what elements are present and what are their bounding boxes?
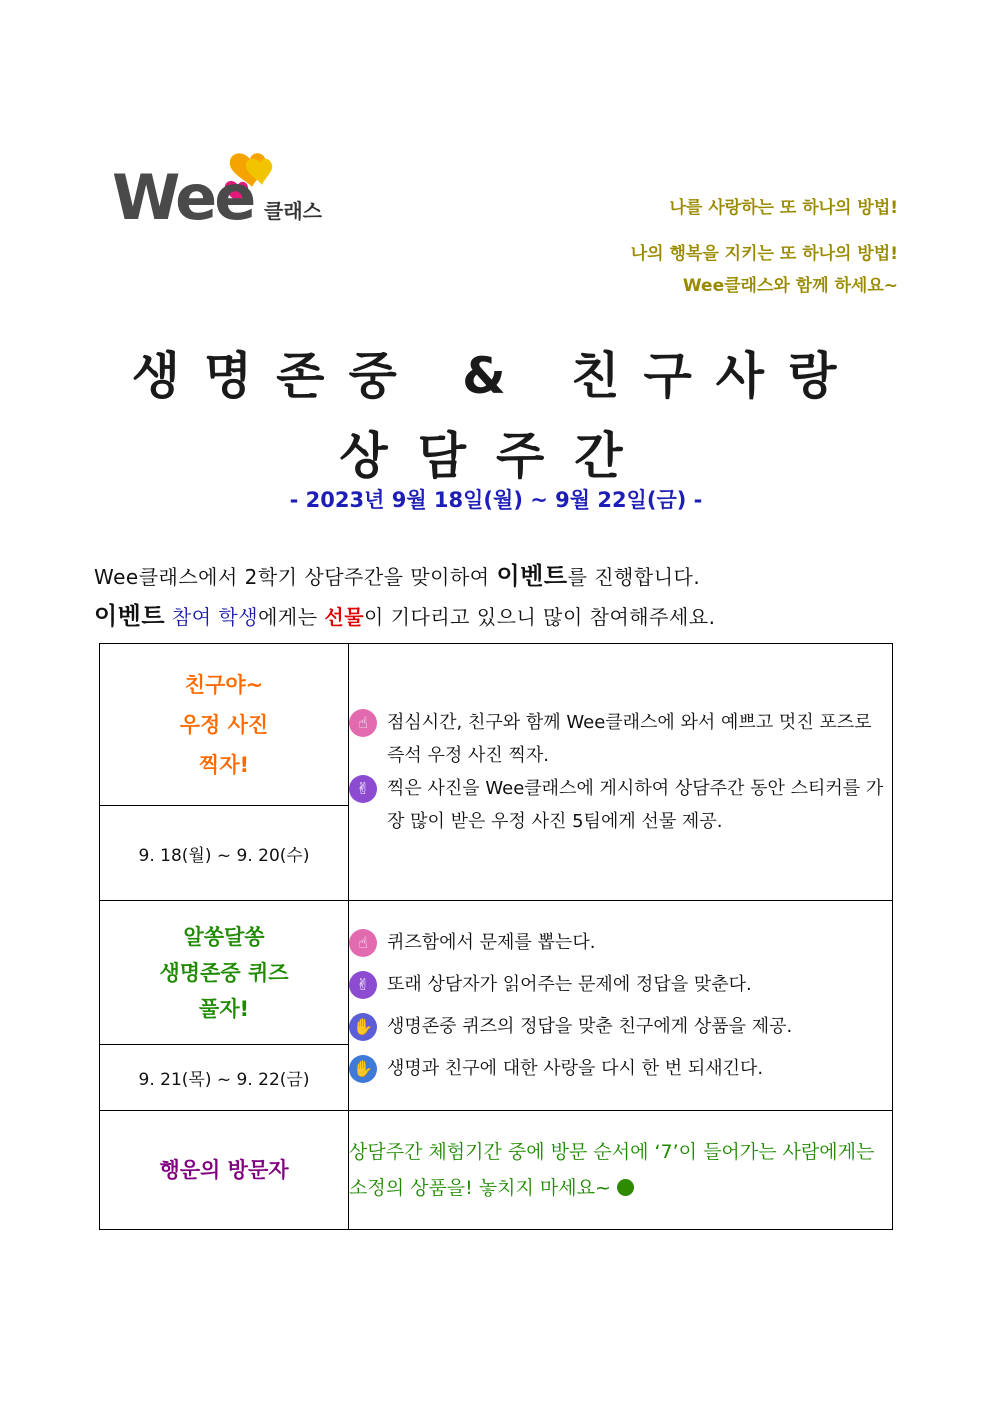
- intro-line-2: [94, 596, 715, 631]
- hand-one-icon: ☝: [349, 709, 377, 737]
- logo-sub: 클래스: [264, 199, 322, 223]
- event-2-title-cell: [100, 901, 349, 1045]
- intro-text: 를 진행합니다.: [567, 565, 701, 589]
- event-3-text: 상담주간 체험기간 중에 방문 순서에 ‘7’이 들어가는 사람에게는 소정의 상품을! 놓치지 마세요~: [349, 1141, 875, 1199]
- event-2-period: 9. 21(목) ~ 9. 22(금): [100, 1045, 349, 1111]
- event-1-details: [349, 644, 893, 901]
- hand-three-icon: ✋: [349, 1013, 377, 1041]
- list-item: ☝ 점심시간, 친구와 함께 Wee클래스에 와서 예쁘고 멋진 포즈로 즉석 우정 사진 찍자.: [349, 706, 892, 772]
- intro-event-word: 이벤트: [496, 562, 568, 590]
- event-2-title-line: 풀자!: [198, 996, 250, 1021]
- hand-two-icon: ✌: [349, 775, 377, 803]
- intro-text: 이 기다리고 있으니 많이 참여해주세요.: [364, 605, 716, 629]
- intro-line-1: [94, 556, 700, 591]
- event-1-title: [100, 665, 348, 785]
- list-item: ☝ 퀴즈함에서 문제를 뽑는다.: [349, 922, 892, 964]
- event-2-title-line: 생명존중 퀴즈: [159, 960, 289, 985]
- logo-brand: Wee: [112, 161, 254, 234]
- slogan-2: 나의 행복을 지키는 또 하나의 방법!: [630, 244, 898, 264]
- event-1-title-line: 찍자!: [198, 752, 250, 777]
- events-table: [99, 643, 893, 1230]
- wee-class-logo: [112, 145, 352, 235]
- slogan-1: 나를 사랑하는 또 하나의 방법!: [669, 198, 898, 218]
- page-title-line1: 생명존중 & 친구사랑: [131, 347, 861, 405]
- list-item: ✋ 생명존중 퀴즈의 정답을 맞춘 친구에게 상품을 제공.: [349, 1006, 892, 1048]
- event-2-title-line: 알쏭달쏭: [183, 924, 265, 949]
- event-1-title-line: 우정 사진: [179, 712, 269, 737]
- event-2-title: [100, 919, 348, 1027]
- intro-gift: 선물: [324, 605, 365, 629]
- hand-one-icon: ☝: [349, 929, 377, 957]
- intro-text: Wee클래스에서 2학기 상담주간을 맞이하여: [94, 565, 497, 589]
- list-item: ✌ 또래 상담자가 읽어주는 문제에 정답을 맞춘다.: [349, 964, 892, 1006]
- event-3-title: 행운의 방문자: [159, 1158, 289, 1182]
- event-1-title-line: 친구야~: [184, 672, 264, 697]
- list-item: ✋ 생명과 친구에 대한 사랑을 다시 한 번 되새긴다.: [349, 1048, 892, 1090]
- intro-event-word: 이벤트: [94, 602, 166, 630]
- slogan-3: Wee클래스와 함께 하세요~: [682, 276, 898, 296]
- event-2-details: [349, 901, 893, 1111]
- event-3-title-cell: [100, 1111, 349, 1230]
- event-dates: - 2023년 9월 18일(월) ~ 9월 22일(금) -: [289, 488, 703, 512]
- event-1-title-cell: [100, 644, 349, 806]
- smile-icon: [617, 1179, 634, 1196]
- hand-two-icon: ✌: [349, 971, 377, 999]
- intro-participants: 참여 학생: [165, 605, 259, 629]
- hand-four-icon: ✋: [349, 1055, 377, 1083]
- list-item: ✌ 찍은 사진을 Wee클래스에 게시하여 상담주간 동안 스티커를 가장 많이 받은 우정 사진 5팀에게 선물 제공.: [349, 772, 892, 838]
- intro-text: 에게는: [258, 605, 325, 629]
- event-3-details: [349, 1111, 893, 1230]
- page-title-line2: 상담주간: [339, 427, 653, 485]
- event-1-period: 9. 18(월) ~ 9. 20(수): [100, 806, 349, 901]
